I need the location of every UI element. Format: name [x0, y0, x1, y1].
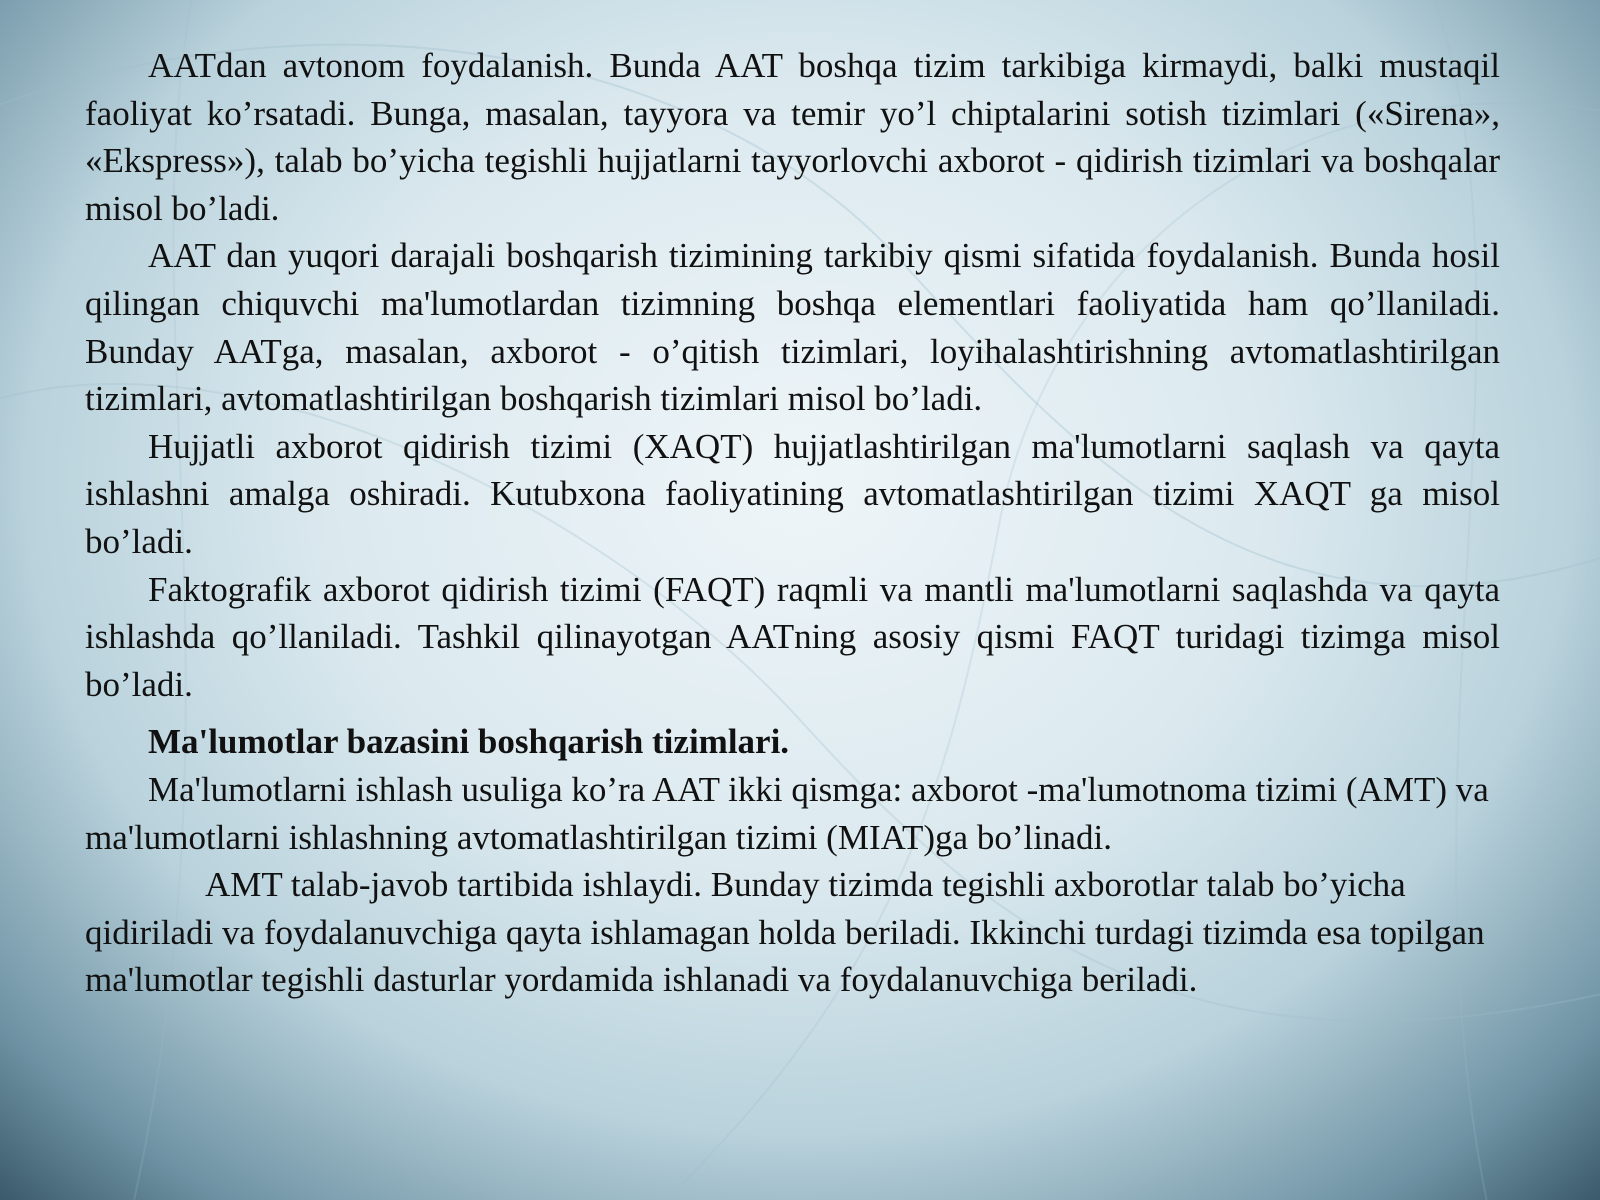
paragraph-xaqt: Hujjatli axborot qidirish tizimi (XAQT) hujjatlashtirilgan ma'lumotlarni saqlash va qayta ishlashni amalga oshiradi. Kutubxona faoliyatining avtomatlashtirilgan tizimi XAQT ga misol bo’ladi.	[85, 426, 1500, 561]
paragraph-component-use: AAT dan yuqori darajali boshqarish tizimining tarkibiy qismi sifatida foydalanish. Bunda hosil qilingan chiquvchi ma'lumotlardan tizimning boshqa elementlari faoliyatida ham qo’llaniladi. Bunday AATga, masalan, axborot - o’qitish tizimlari, loyihalashtirishning avtomatlashtirilgan tizimlari, avtomatlashtirilgan boshqarish tizimlari misol bo’ladi.	[85, 236, 1500, 419]
paragraph-faqt: Faktografik axborot qidirish tizimi (FAQT) raqmli va mantli ma'lumotlarni saqlashda va qayta ishlashda qo’llaniladi. Tashkil qilinayotgan AATning asosiy qismi FAQT turidagi tizimga misol bo’ladi.	[85, 569, 1500, 704]
paragraph-classification: Ma'lumotlarni ishlash usuliga ko’ra AAT ikki qismga: axborot -ma'lumotnoma tizimi (AMT) va ma'lumotlarni ishlashning avtomatlashtirilgan tizimi (MIAT)ga bo’linadi.	[85, 769, 1489, 857]
slide-body	[85, 42, 1500, 1004]
section-heading: Ma'lumotlar bazasini boshqarish tizimlari.	[148, 722, 790, 762]
paragraph-amt: AMT talab-javob tartibida ishlaydi. Bunday tizimda tegishli axborotlar talab bo’yicha qidiriladi va foydalanuvchiga qayta ishlamagan holda beriladi. Ikkinchi turdagi tizimda esa topilgan ma'lumotlar tegishli dasturlar yordamida ishlanadi va foydalanuvchiga beriladi.	[85, 865, 1485, 1000]
paragraph-autonomous-use: AATdan avtonom foydalanish. Bunda AAT boshqa tizim tarkibiga kirmaydi, balki mustaqil faoliyat ko’rsatadi. Bunga, masalan, tayyora va temir yo’l chiptalarini sotish tizimlari («Sirena», «Ekspress»), talab bo’yicha tegishli hujjatlarni tayyorlovchi axborot - qidirish tizimlari va boshqalar misol bo’ladi.	[85, 46, 1500, 228]
